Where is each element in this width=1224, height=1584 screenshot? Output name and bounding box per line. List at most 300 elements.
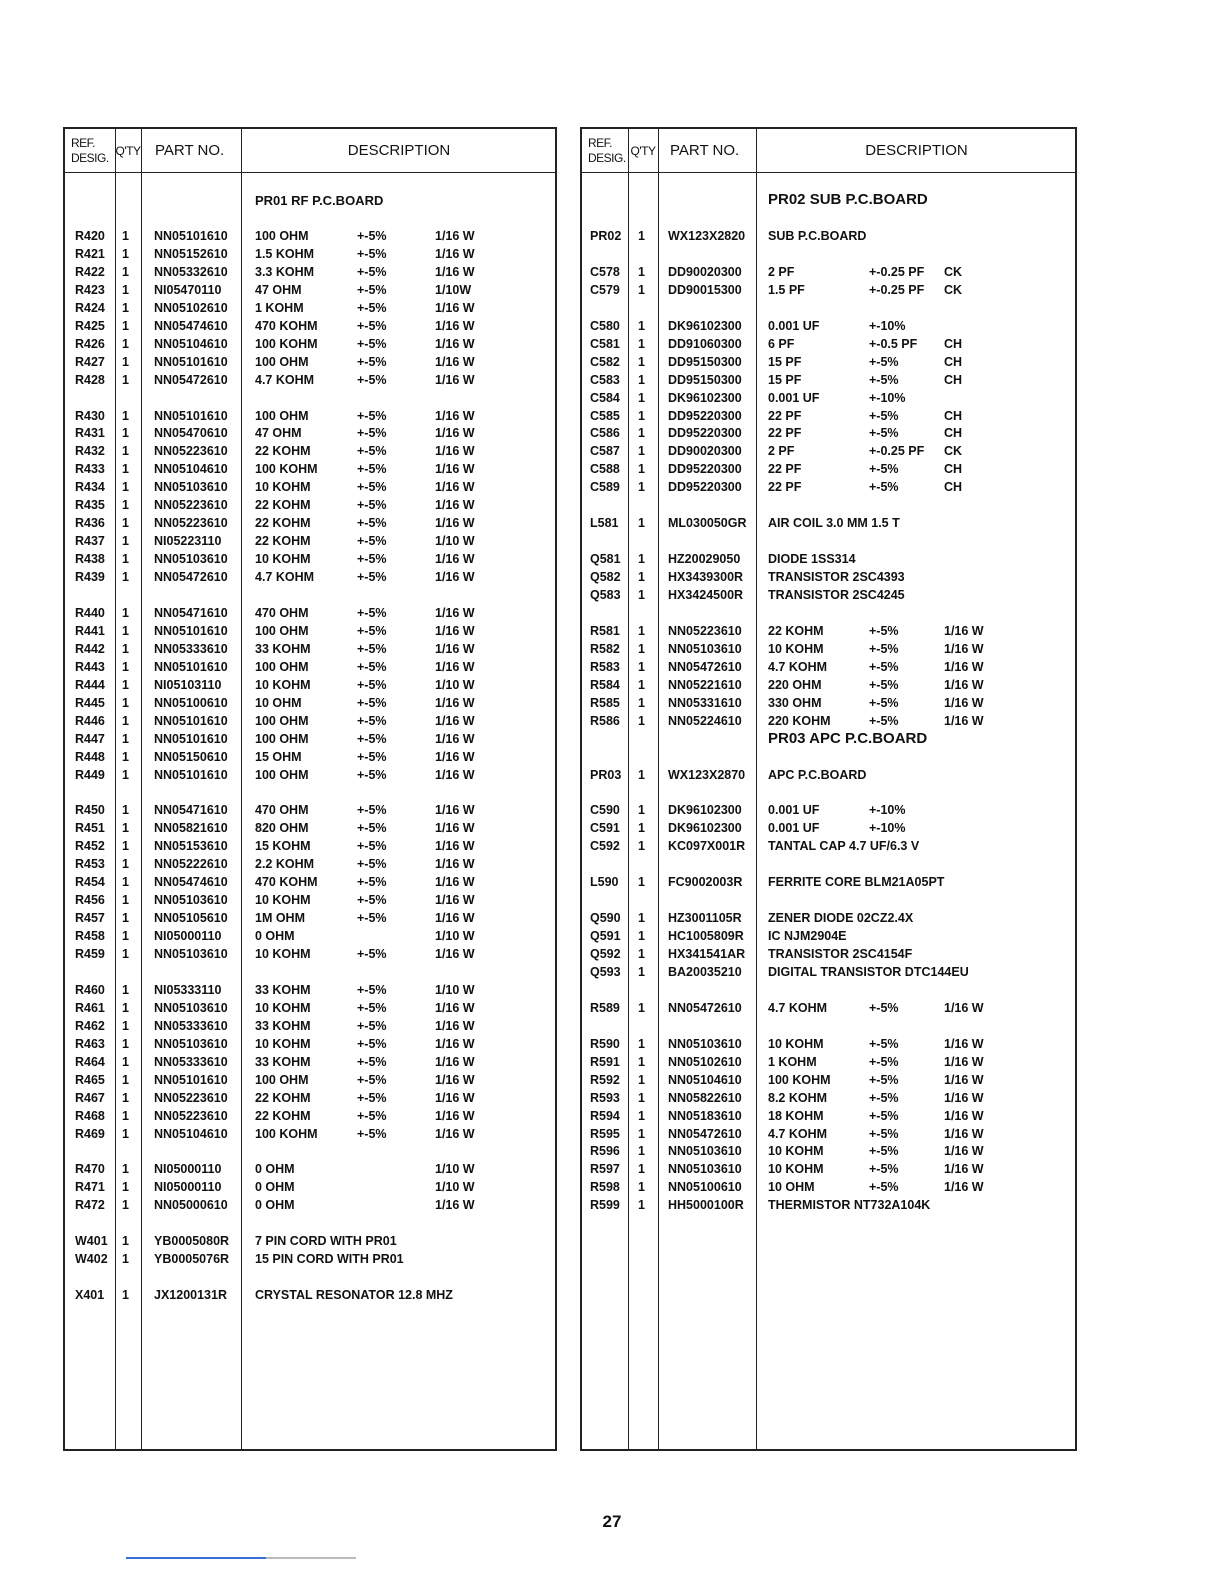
cell-description: 0 OHM: [255, 1180, 295, 1195]
cell-description: 1.5 KOHM: [255, 246, 315, 261]
cell-qty: 1: [122, 264, 129, 279]
table-row: [582, 389, 1075, 407]
table-row: [65, 442, 555, 460]
cell-qty: 1: [122, 552, 129, 567]
cell-description: 4.7 KOHM: [768, 1126, 828, 1141]
cell-qty: 1: [638, 229, 645, 243]
cell-tolerance: +-5%: [357, 408, 387, 423]
cell-ref-desig: R471: [75, 1180, 105, 1195]
cell-part-no: NN05472610: [668, 1126, 742, 1141]
cell-rating: 1/16 W: [435, 300, 475, 315]
cell-qty: 1: [122, 1036, 129, 1051]
cell-ref-desig: R438: [75, 552, 105, 567]
cell-ref-desig: R453: [75, 857, 105, 872]
cell-rating: 1/16 W: [435, 1054, 475, 1069]
cell-description: ZENER DIODE 02CZ2.4X: [768, 911, 914, 926]
cell-tolerance: +-5%: [357, 552, 387, 567]
cell-qty: 1: [638, 1108, 645, 1123]
cell-qty: 1: [638, 1162, 645, 1177]
cell-part-no: BA20035210: [668, 964, 742, 979]
cell-description: 100 OHM: [255, 354, 309, 369]
cell-ref-desig: R590: [590, 1036, 620, 1051]
cell-qty: 1: [122, 1108, 129, 1123]
cell-description: 100 OHM: [255, 767, 309, 782]
cell-part-no: NN05104610: [154, 336, 228, 351]
cell-description: 33 KOHM: [255, 1054, 311, 1069]
cell-description: 4.7 KOHM: [768, 1000, 828, 1015]
cell-description: THERMISTOR NT732A104K: [768, 1198, 931, 1213]
cell-tolerance: +-5%: [357, 480, 387, 495]
cell-description: 100 OHM: [255, 408, 309, 423]
cell-rating: 1/16 W: [944, 1180, 984, 1195]
cell-rating: CH: [944, 408, 963, 423]
cell-description: 33 KOHM: [255, 1018, 311, 1033]
table-row: [65, 245, 555, 263]
cell-tolerance: +-5%: [357, 713, 387, 728]
cell-description: 10 KOHM: [255, 893, 311, 908]
cell-description: 100 OHM: [255, 731, 309, 746]
cell-rating: 1/16 W: [435, 1108, 475, 1123]
cell-part-no: NN05333610: [154, 641, 228, 656]
cell-part-no: HZ20029050: [668, 552, 741, 567]
cell-ref-desig: R465: [75, 1072, 105, 1087]
cell-description: 15 PIN CORD WITH PR01: [255, 1252, 404, 1267]
cell-part-no: NN05103610: [668, 1036, 742, 1051]
cell-description: 22 KOHM: [255, 534, 311, 549]
table-row: [65, 766, 555, 784]
cell-part-no: NN05101610: [154, 731, 228, 746]
cell-ref-desig: R439: [75, 570, 105, 585]
cell-ref-desig: L581: [590, 516, 619, 531]
scan-artifact-line: [266, 1557, 356, 1559]
cell-qty: 1: [638, 623, 645, 638]
table-row: [582, 819, 1075, 837]
cell-qty: 1: [638, 1090, 645, 1105]
cell-ref-desig: R444: [75, 677, 105, 692]
cell-part-no: NN05472610: [154, 372, 228, 387]
cell-tolerance: +-5%: [357, 659, 387, 674]
cell-description: TRANSISTOR 2SC4245: [768, 588, 905, 602]
cell-qty: 1: [122, 1180, 129, 1195]
page-number: 27: [602, 1512, 622, 1531]
cell-ref-desig: R420: [75, 229, 105, 243]
cell-ref-desig: R586: [590, 713, 620, 728]
cell-qty: 1: [122, 695, 129, 710]
cell-qty: 1: [122, 821, 129, 836]
cell-tolerance: +-5%: [357, 282, 387, 297]
cell-part-no: DD90015300: [668, 282, 742, 297]
parts-table-right: [580, 127, 1077, 1451]
table-row: [65, 478, 555, 496]
cell-qty: 1: [122, 516, 129, 531]
cell-description: SUB P.C.BOARD: [768, 229, 867, 243]
cell-rating: 1/16 W: [435, 839, 475, 854]
cell-part-no: NN05104610: [668, 1072, 742, 1087]
cell-description: 0.001 UF: [768, 821, 820, 836]
cell-description: 100 KOHM: [768, 1072, 831, 1087]
header-qty: Q'TY: [115, 143, 141, 158]
cell-description: 10 KOHM: [768, 1144, 824, 1159]
table-row: [582, 1160, 1075, 1178]
cell-rating: 1/16 W: [435, 749, 475, 764]
cell-rating: 1/16 W: [435, 1072, 475, 1087]
cell-part-no: DD91060300: [668, 336, 742, 351]
cell-rating: 1/16 W: [435, 1090, 475, 1105]
cell-ref-desig: R449: [75, 767, 105, 782]
table-row: [582, 1053, 1075, 1071]
cell-qty: 1: [638, 282, 645, 297]
table-row: [582, 640, 1075, 658]
cell-qty: 1: [122, 1288, 129, 1303]
cell-ref-desig: R589: [590, 1000, 620, 1015]
cell-ref-desig: C582: [590, 354, 620, 369]
cell-ref-desig: PR03: [590, 767, 622, 782]
cell-description: 15 PF: [768, 354, 802, 369]
cell-part-no: NN05103610: [154, 893, 228, 908]
cell-qty: 1: [122, 444, 129, 459]
cell-rating: CH: [944, 372, 963, 387]
table-row: [65, 640, 555, 658]
cell-ref-desig: R454: [75, 875, 105, 890]
cell-part-no: NN05103610: [668, 1162, 742, 1177]
cell-qty: 1: [638, 964, 645, 979]
cell-ref-desig: R598: [590, 1180, 620, 1195]
cell-rating: 1/16 W: [435, 1198, 475, 1213]
cell-tolerance: +-5%: [869, 677, 899, 692]
header-divider: [65, 172, 555, 173]
cell-part-no: NN05100610: [668, 1180, 742, 1195]
cell-rating: 1/16 W: [944, 659, 984, 674]
cell-tolerance: +-5%: [357, 426, 387, 441]
table-row: [65, 748, 555, 766]
cell-part-no: ML030050GR: [668, 516, 747, 531]
cell-ref-desig: R582: [590, 641, 620, 656]
cell-tolerance: +-5%: [357, 1000, 387, 1015]
cell-description: CRYSTAL RESONATOR 12.8 MHZ: [255, 1288, 453, 1303]
cell-description: 820 OHM: [255, 821, 309, 836]
cell-ref-desig: R430: [75, 408, 105, 423]
cell-ref-desig: R463: [75, 1036, 105, 1051]
cell-part-no: NN05100610: [154, 695, 228, 710]
table-row: [582, 909, 1075, 927]
table-row: [582, 873, 1075, 891]
cell-tolerance: +-5%: [357, 641, 387, 656]
cell-rating: CH: [944, 354, 963, 369]
cell-ref-desig: PR02: [590, 229, 622, 243]
table-row: [65, 1017, 555, 1035]
cell-rating: 1/16 W: [435, 426, 475, 441]
cell-rating: 1/16 W: [435, 229, 475, 243]
cell-tolerance: +-5%: [357, 372, 387, 387]
cell-part-no: JX1200131R: [154, 1288, 227, 1303]
cell-description: 100 KOHM: [255, 462, 318, 477]
cell-tolerance: +-5%: [357, 246, 387, 261]
cell-part-no: NN05103610: [154, 480, 228, 495]
cell-tolerance: +-5%: [869, 1126, 899, 1141]
cell-part-no: NN05331610: [668, 695, 742, 710]
cell-ref-desig: Q582: [590, 570, 621, 585]
cell-tolerance: +-5%: [357, 264, 387, 279]
table-row: [65, 1160, 555, 1178]
table-row: [582, 1142, 1075, 1160]
cell-qty: 1: [638, 1000, 645, 1015]
cell-ref-desig: C584: [590, 390, 620, 405]
cell-ref-desig: Q593: [590, 964, 621, 979]
header-ref-desig: [71, 129, 115, 172]
cell-part-no: NN05101610: [154, 1072, 228, 1087]
cell-part-no: NN05104610: [154, 462, 228, 477]
table-row: [582, 1125, 1075, 1143]
table-row: [582, 1107, 1075, 1125]
cell-rating: 1/16 W: [435, 857, 475, 872]
table-row: [65, 676, 555, 694]
cell-qty: 1: [122, 354, 129, 369]
cell-description: TRANSISTOR 2SC4393: [768, 570, 905, 585]
cell-tolerance: +-5%: [357, 1108, 387, 1123]
cell-ref-desig: R437: [75, 534, 105, 549]
cell-part-no: NN05223610: [154, 516, 228, 531]
table-row: [65, 514, 555, 532]
table-row: [582, 586, 1075, 604]
cell-part-no: YB0005080R: [154, 1234, 230, 1249]
table-row: [65, 694, 555, 712]
table-row: [65, 622, 555, 640]
cell-qty: 1: [638, 767, 645, 782]
cell-ref-desig: R443: [75, 659, 105, 674]
cell-part-no: NN05153610: [154, 839, 228, 854]
cell-tolerance: +-5%: [357, 570, 387, 585]
cell-description: 10 KOHM: [255, 1036, 311, 1051]
cell-description: 2 PF: [768, 264, 795, 279]
cell-ref-desig: R441: [75, 623, 105, 638]
cell-qty: 1: [122, 372, 129, 387]
cell-ref-desig: R458: [75, 929, 105, 944]
cell-description: 22 KOHM: [255, 444, 311, 459]
cell-ref-desig: R594: [590, 1108, 620, 1123]
cell-rating: 1/16 W: [435, 354, 475, 369]
cell-part-no: NN05223610: [668, 623, 742, 638]
cell-part-no: DD95220300: [668, 480, 742, 495]
cell-qty: 1: [122, 408, 129, 423]
cell-description: 10 KOHM: [255, 947, 311, 961]
table-row: [582, 1196, 1075, 1214]
cell-qty: 1: [122, 875, 129, 890]
cell-ref-desig: C590: [590, 803, 620, 818]
cell-tolerance: +-5%: [869, 1090, 899, 1105]
cell-ref-desig: R597: [590, 1162, 620, 1177]
cell-rating: 1/16 W: [944, 1054, 984, 1069]
cell-rating: 1/16 W: [944, 1144, 984, 1159]
cell-rating: 1/16 W: [944, 1126, 984, 1141]
cell-tolerance: +-5%: [357, 229, 387, 243]
cell-description: 22 KOHM: [255, 498, 311, 513]
cell-rating: 1/16 W: [435, 947, 475, 961]
cell-qty: 1: [638, 1054, 645, 1069]
cell-tolerance: +-5%: [357, 677, 387, 692]
cell-description: 0 OHM: [255, 1198, 295, 1213]
cell-part-no: NN05103610: [668, 1144, 742, 1159]
cell-description: 100 OHM: [255, 1072, 309, 1087]
header-qty: Q'TY: [630, 143, 656, 158]
cell-rating: 1/16 W: [435, 498, 475, 513]
cell-part-no: NN05105610: [154, 911, 228, 926]
table-row: [65, 658, 555, 676]
cell-rating: 1/16 W: [435, 444, 475, 459]
table-row: [65, 1071, 555, 1089]
header-description: DESCRIPTION: [865, 142, 968, 159]
table-row: [582, 676, 1075, 694]
cell-description: 100 KOHM: [255, 1126, 318, 1141]
header-ref-line1: REF.: [588, 135, 613, 150]
cell-description: 4.7 KOHM: [768, 659, 828, 674]
cell-tolerance: +-5%: [869, 1162, 899, 1177]
table-row: [65, 335, 555, 353]
cell-rating: 1/16 W: [435, 408, 475, 423]
cell-ref-desig: R468: [75, 1108, 105, 1123]
table-row: [65, 1196, 555, 1214]
cell-ref-desig: Q591: [590, 929, 621, 944]
cell-ref-desig: R448: [75, 749, 105, 764]
cell-ref-desig: Q581: [590, 552, 621, 567]
cell-description: 33 KOHM: [255, 641, 311, 656]
cell-tolerance: +-0.25 PF: [869, 282, 925, 297]
cell-part-no: NN05223610: [154, 444, 228, 459]
cell-ref-desig: L590: [590, 875, 619, 890]
cell-ref-desig: C579: [590, 282, 620, 297]
cell-tolerance: +-5%: [357, 749, 387, 764]
header-part-no: PART NO.: [155, 142, 225, 159]
cell-rating: 1/16 W: [435, 570, 475, 585]
cell-rating: 1/10W: [435, 282, 472, 297]
table-row: [65, 604, 555, 622]
cell-qty: 1: [122, 911, 129, 926]
cell-tolerance: +-5%: [357, 534, 387, 549]
cell-qty: 1: [638, 318, 645, 333]
cell-qty: 1: [638, 659, 645, 674]
cell-part-no: NN05472610: [668, 1000, 742, 1015]
header-ref-line2: DESIG.: [588, 150, 626, 165]
cell-ref-desig: R452: [75, 839, 105, 854]
table-row: [65, 1125, 555, 1143]
cell-rating: 1/16 W: [944, 641, 984, 656]
cell-qty: 1: [122, 480, 129, 495]
table-row: [582, 712, 1075, 730]
cell-ref-desig: R434: [75, 480, 105, 495]
cell-description: 220 KOHM: [768, 713, 831, 728]
cell-description: 15 KOHM: [255, 839, 311, 854]
table-row: [65, 1286, 555, 1304]
cell-description: IC NJM2904E: [768, 929, 847, 944]
cell-description: 15 OHM: [255, 749, 302, 764]
cell-tolerance: +-5%: [869, 1144, 899, 1159]
cell-rating: 1/16 W: [435, 1018, 475, 1033]
cell-ref-desig: R446: [75, 713, 105, 728]
cell-rating: 1/16 W: [435, 246, 475, 261]
cell-part-no: YB0005076R: [154, 1252, 230, 1267]
cell-rating: 1/16 W: [435, 875, 475, 890]
table-row: [65, 837, 555, 855]
cell-tolerance: +-5%: [357, 1054, 387, 1069]
cell-tolerance: +-5%: [357, 875, 387, 890]
cell-tolerance: +-5%: [357, 767, 387, 782]
cell-tolerance: +-5%: [869, 1036, 899, 1051]
cell-part-no: NN05223610: [154, 498, 228, 513]
cell-ref-desig: C587: [590, 444, 620, 459]
cell-ref-desig: R584: [590, 677, 620, 692]
cell-rating: CH: [944, 480, 963, 495]
cell-part-no: NN05183610: [668, 1108, 742, 1123]
cell-description: 10 KOHM: [255, 552, 311, 567]
cell-qty: 1: [638, 947, 645, 961]
cell-ref-desig: W402: [75, 1252, 108, 1267]
cell-description: 10 KOHM: [255, 480, 311, 495]
cell-part-no: NI05223110: [154, 534, 222, 549]
table-row: [65, 873, 555, 891]
cell-rating: 1/16 W: [944, 1108, 984, 1123]
cell-part-no: DD95220300: [668, 426, 742, 441]
cell-rating: 1/16 W: [435, 893, 475, 908]
cell-qty: 1: [638, 480, 645, 495]
cell-tolerance: +-0.25 PF: [869, 264, 925, 279]
cell-qty: 1: [122, 229, 129, 243]
table-row: [65, 1053, 555, 1071]
cell-qty: 1: [122, 767, 129, 782]
cell-part-no: NN05333610: [154, 1018, 228, 1033]
cell-qty: 1: [638, 426, 645, 441]
cell-qty: 1: [122, 1198, 129, 1213]
cell-qty: 1: [122, 1126, 129, 1141]
cell-qty: 1: [122, 1234, 129, 1249]
cell-part-no: DK96102300: [668, 821, 742, 836]
cell-description: 18 KOHM: [768, 1108, 824, 1123]
cell-part-no: DD95220300: [668, 408, 742, 423]
cell-tolerance: +-5%: [869, 408, 899, 423]
cell-part-no: NI05103110: [154, 677, 222, 692]
cell-part-no: NN05333610: [154, 1054, 228, 1069]
table-row: [582, 927, 1075, 945]
cell-part-no: NI05333110: [154, 982, 222, 997]
cell-part-no: NI05000110: [154, 1162, 222, 1177]
cell-description: 10 OHM: [768, 1180, 815, 1195]
cell-rating: 1/16 W: [435, 911, 475, 926]
table-row: [582, 837, 1075, 855]
cell-ref-desig: R445: [75, 695, 105, 710]
cell-qty: 1: [122, 803, 129, 818]
cell-qty: 1: [122, 462, 129, 477]
table-row: [65, 496, 555, 514]
cell-rating: 1/16 W: [435, 336, 475, 351]
table-row: [582, 1178, 1075, 1196]
table-row: [582, 622, 1075, 640]
cell-tolerance: +-5%: [869, 659, 899, 674]
cell-ref-desig: R447: [75, 731, 105, 746]
cell-ref-desig: R436: [75, 516, 105, 531]
cell-description: 22 KOHM: [768, 623, 824, 638]
cell-qty: 1: [122, 677, 129, 692]
cell-tolerance: +-5%: [357, 1036, 387, 1051]
cell-part-no: NN05474610: [154, 875, 228, 890]
cell-tolerance: +-5%: [357, 857, 387, 872]
cell-ref-desig: C592: [590, 839, 620, 854]
cell-rating: 1/16 W: [435, 1000, 475, 1015]
cell-description: 22 PF: [768, 426, 802, 441]
cell-qty: 1: [638, 1198, 645, 1213]
cell-tolerance: +-0.25 PF: [869, 444, 925, 459]
cell-ref-desig: R432: [75, 444, 105, 459]
cell-ref-desig: R457: [75, 911, 105, 926]
table-row: [582, 694, 1075, 712]
cell-tolerance: +-5%: [869, 623, 899, 638]
